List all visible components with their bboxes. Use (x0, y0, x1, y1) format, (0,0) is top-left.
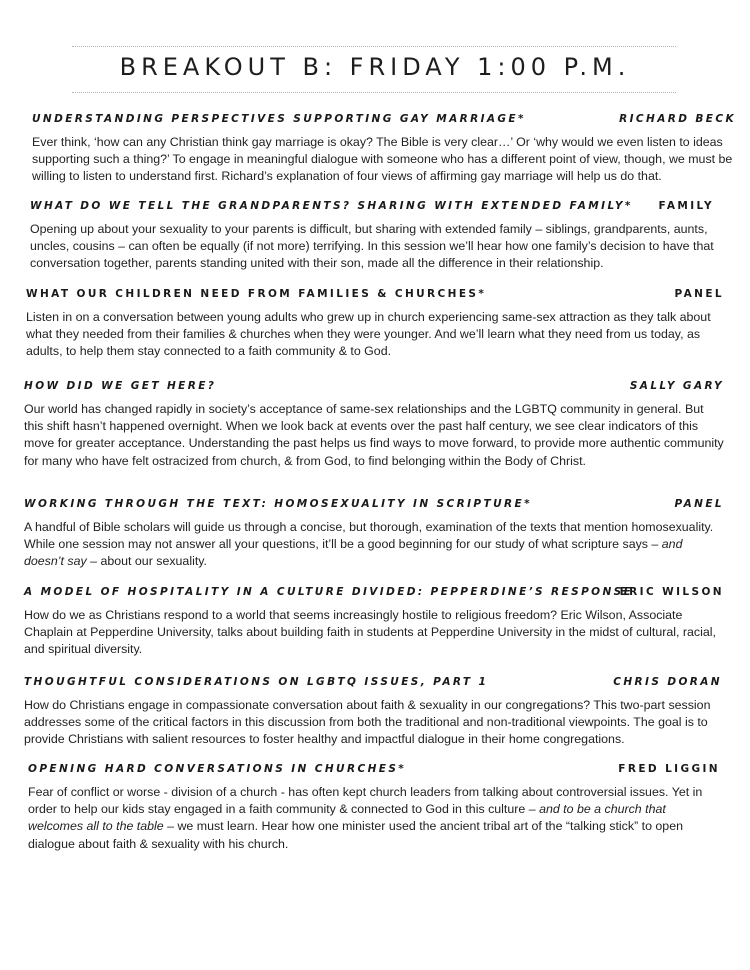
session-gay-marriage-perspectives (0, 112, 750, 184)
session-description (24, 519, 724, 571)
session-title: UNDERSTANDING PERSPECTIVES SUPPORTING GAY MARRIAGE* (32, 113, 526, 125)
session-title: HOW DID WE GET HERE? (24, 380, 217, 392)
title-divider (72, 92, 676, 93)
session-description: Listen in on a conversation between young adults who grew up in church experiencing same-sex attraction as they talk about what they needed from their families & churches when they were younger. And we’ll learn what they need from us today, as adults, to help them stay connected to a faith community & to God. (26, 310, 711, 359)
session-working-through-text (0, 497, 750, 569)
session-speaker: SALLY GARY (629, 380, 724, 392)
description-text: – about our sexuality. (86, 554, 207, 569)
session-description: Our world has changed rapidly in society’s acceptance of same-sex relationships and the LGBTQ community in general. But this shift hasn’t happened overnight. When we look back at events over the past half century, we see clear indicators of this move for greater acceptance. Understanding the past helps us find ways to move forward, to provide more authentic community for many who have felt ostracized from church, & from God, to find belonging within the Body of Christ. (24, 402, 724, 468)
session-description: How do we as Christians respond to a world that seems increasingly hostile to religious freedom? Eric Wilson, Associate Chaplain at Pepperdine University, talks about building faith in students at Pepperdine University in the midst of cultural, racial, and spiritual diversity. (24, 608, 716, 657)
description-text: Fear of conflict or worse - division of a church - has often kept church leaders from talking about controversial issues. Yet in order to help our kids stay engaged in a faith community & connected to God in this culture – (28, 785, 703, 817)
session-speaker: CHRIS DORAN (613, 676, 722, 688)
session-speaker: FAMILY (658, 200, 714, 212)
session-speaker: FRED LIGGIN (618, 763, 720, 775)
session-speaker: RICHARD BECK (619, 113, 736, 125)
session-speaker: PANEL (674, 288, 724, 300)
top-divider (72, 46, 676, 47)
session-lgbtq-considerations (0, 675, 750, 747)
page-title: BREAKOUT B: FRIDAY 1:00 P.M. (119, 53, 631, 81)
session-title: A MODEL OF HOSPITALITY IN A CULTURE DIVIDED: PEPPERDINE’S RESPONSE (24, 586, 634, 598)
session-grandparents (0, 199, 750, 271)
session-how-did-we-get-here (0, 379, 750, 468)
session-title: OPENING HARD CONVERSATIONS IN CHURCHES* (28, 763, 407, 775)
session-children-needs (0, 287, 750, 359)
session-description: Ever think, ‘how can any Christian think gay marriage is okay? The Bible is very clear…’ Or ‘why would we even listen to ideas supporting such a thing?’ To engage in meaningful dialogue with someone who has a different point of view, though, we must be willing to listen to understand first. Richard’s explanation of four views of affirming gay marriage will help us do that. (32, 135, 733, 184)
session-title: WHAT DO WE TELL THE GRANDPARENTS? SHARING WITH EXTENDED FAMILY* (30, 200, 633, 212)
session-title: WHAT OUR CHILDREN NEED FROM FAMILIES & CHURCHES* (26, 288, 487, 300)
session-description: Opening up about your sexuality to your parents is difficult, but sharing with extended family – siblings, grandparents, aunts, uncles, cousins – can often be equally (if not more) terrifying. In this session we’ll hear how one family’s decision to have that conversation together, parents standing united with their son, made all the difference in their relationship. (30, 222, 714, 271)
session-description: How do Christians engage in compassionate conversation about faith & sexuality in our congregations? This two-part session addresses some of the critical factors in this discussion from both the traditional and non-traditional viewpoints. The goal is to provide Christians with salient resources to foster healthy and impactful dialogue in their home congregations. (24, 698, 711, 747)
description-emphasis: and to be a church that welcomes all to the table (28, 802, 666, 834)
session-hard-conversations (0, 762, 750, 851)
session-speaker: PANEL (674, 498, 724, 510)
description-text: – we must learn. Hear how one minister used the ancient tribal art of the “talking stick” to open dialogue about faith & sexuality with his church. (28, 819, 683, 851)
description-text: A handful of Bible scholars will guide us through a concise, but thorough, examination of the texts that mention homosexuality. While one session may not answer all your questions, it’ll be a good beginning for our study of what scripture says – (24, 520, 714, 552)
session-title: WORKING THROUGH THE TEXT: HOMOSEXUALITY IN SCRIPTURE* (24, 498, 532, 510)
description-emphasis: and doesn’t say (24, 537, 683, 569)
session-speaker: ERIC WILSON (619, 586, 724, 598)
session-title: THOUGHTFUL CONSIDERATIONS ON LGBTQ ISSUES, PART 1 (24, 676, 489, 688)
session-model-of-hospitality (0, 585, 750, 657)
session-description (28, 784, 718, 853)
